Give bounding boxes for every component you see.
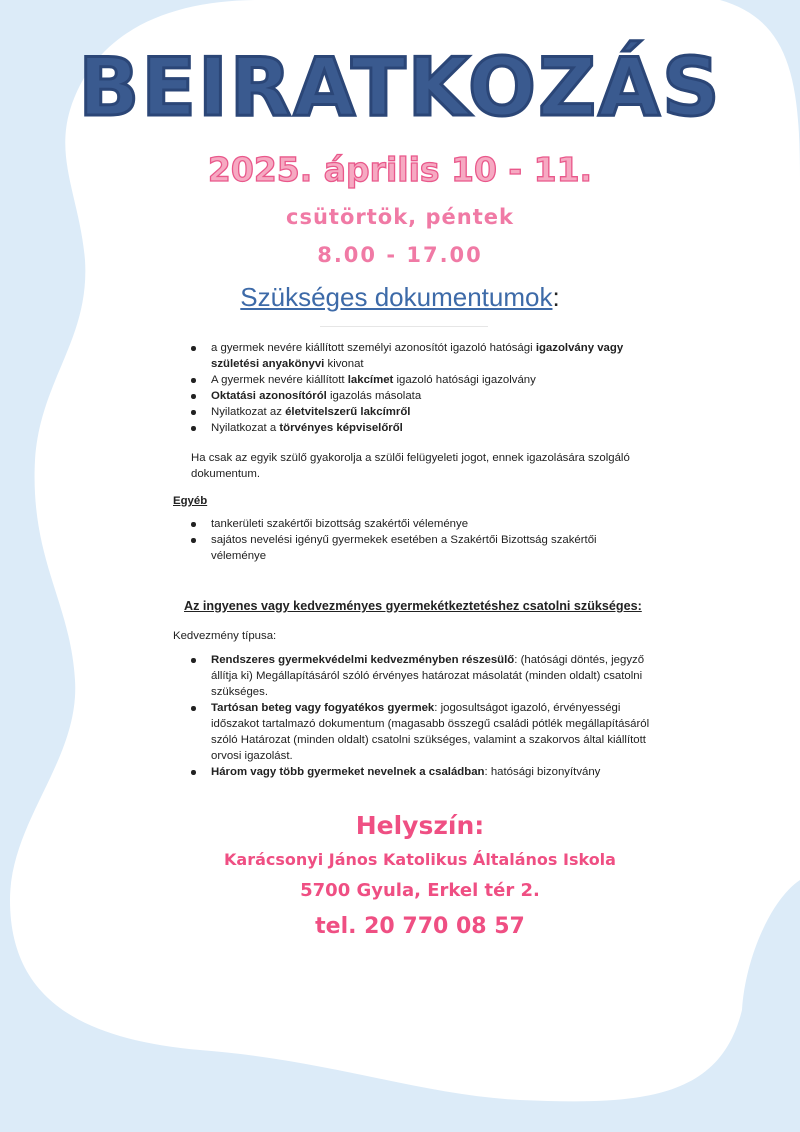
list-item [191, 404, 631, 420]
list-item [191, 764, 651, 780]
catering-heading: Az ingyenes vagy kedvezményes gyermekétkeztetéshez csatolni szükséges: [184, 599, 642, 613]
documents-heading-colon: : [552, 282, 560, 312]
item-bold: igazolvány vagy születési anyakönyvi [211, 342, 624, 370]
item-bold: életvitelszerű lakcímről [285, 406, 411, 418]
item-bold: lakcímet [347, 374, 394, 386]
phone-number: tel. 20 770 08 57 [315, 914, 525, 939]
list-item: tankerületi szakértői bizottság szakértői véleménye [191, 516, 631, 532]
list-item: sajátos nevelési igényű gyermekek esetében a Szakértői Bizottság szakértői véleménye [191, 532, 631, 564]
item-text: igazolás másolata [326, 390, 422, 402]
item-bold: Három vagy több gyermeket nevelnek a családban [211, 766, 485, 778]
item-text: Nyilatkozat az [211, 406, 286, 418]
item-bold: törvényes képviselőről [279, 422, 403, 434]
enrollment-hours: 8.00 - 17.00 [317, 243, 483, 267]
list-item [191, 420, 631, 436]
item-text: kivonat [324, 358, 364, 370]
item-text: : jogosultságot igazoló, érvényességi időszakot tartalmazó dokumentum (magasabb összegű családi pótlék megállapításáról szóló Határozat (minden oldalt) csatolni szükséges, valamint a szakorvos által kiállított orvosi igazolást. [211, 702, 650, 762]
list-item [191, 700, 651, 764]
item-bold: Rendszeres gyermekvédelmi kedvezményben részesülő [211, 654, 515, 666]
enrollment-days: csütörtök, péntek [286, 205, 514, 229]
list-item [191, 340, 631, 372]
item-bold: Oktatási azonosítóról [211, 390, 327, 402]
item-text: igazoló hatósági igazolvány [393, 374, 536, 386]
documents-list [191, 340, 631, 436]
catering-list [191, 652, 651, 780]
item-text: Nyilatkozat a [211, 422, 280, 434]
other-heading: Egyéb [173, 495, 208, 507]
page-title: BEIRATKOZÁS [78, 41, 722, 134]
school-name: Karácsonyi János Katolikus Általános Iskola [224, 850, 616, 869]
item-text: a gyermek nevére kiállított személyi azonosítót igazoló hatósági [211, 342, 536, 354]
item-bold: Tartósan beteg vagy fogyatékos gyermek [211, 702, 435, 714]
documents-heading [0, 282, 800, 313]
item-text: A gyermek nevére kiállított [211, 374, 348, 386]
divider [320, 326, 488, 327]
list-item [191, 372, 631, 388]
location-heading: Helyszín: [355, 811, 485, 840]
enrollment-date: 2025. április 10 - 11. [207, 150, 593, 189]
discount-type-label: Kedvezmény típusa: [173, 630, 277, 642]
list-item [191, 388, 631, 404]
list-item [191, 652, 651, 700]
item-text: : hatósági bizonyítvány [484, 766, 601, 778]
item-text: : (hatósági döntés, jegyző állítja ki) Megállapításáról szóló érvényes határozat másolatát (minden oldalt) csatolni szükséges. [211, 654, 645, 698]
custody-note: Ha csak az egyik szülő gyakorolja a szülői felügyeleti jogot, ennek igazolására szolgáló dokumentum. [191, 452, 630, 480]
documents-heading-text: Szükséges dokumentumok [240, 282, 553, 312]
other-list [191, 516, 631, 564]
school-address: 5700 Gyula, Erkel tér 2. [300, 880, 540, 901]
